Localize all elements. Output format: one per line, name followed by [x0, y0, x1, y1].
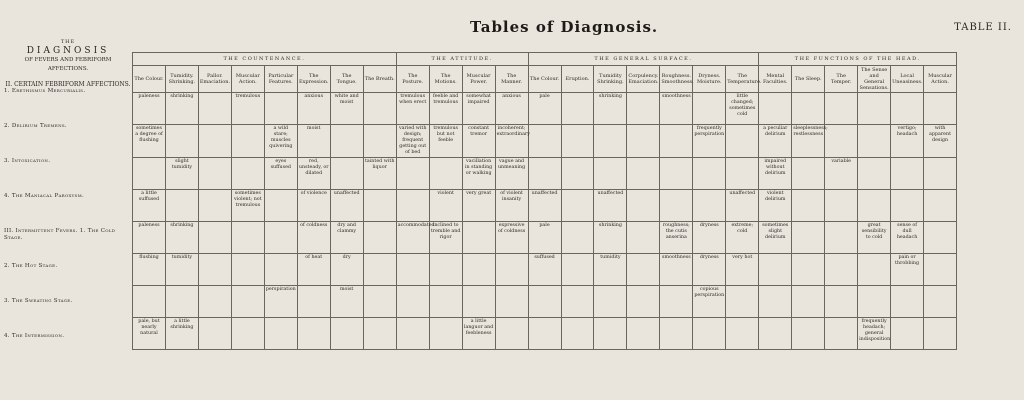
table-cell — [825, 125, 858, 158]
table-cell — [792, 190, 825, 222]
table-cell — [561, 254, 594, 286]
table-cell: slight tumidity — [165, 158, 198, 190]
table-cell: pale — [528, 93, 561, 125]
row-label: III. Intermittent Fevers. 1. The Cold Stage. — [4, 228, 116, 241]
table-cell: of violence — [297, 190, 330, 222]
table-cell — [297, 318, 330, 350]
table-cell — [627, 93, 660, 125]
table-cell — [792, 286, 825, 318]
table-cell — [561, 286, 594, 318]
table-cell: moist — [330, 286, 363, 318]
table-cell — [858, 190, 891, 222]
table-cell — [133, 286, 166, 318]
table-cell: inclined to tremble and rigor — [429, 222, 462, 254]
column-header: Roughness. Smoothness. — [660, 66, 693, 93]
table-cell — [231, 158, 264, 190]
table-cell: sometimes violent; not tremulous — [231, 190, 264, 222]
table-cell — [594, 318, 627, 350]
table-cell: tremulous but not feeble — [429, 125, 462, 158]
table-cell — [693, 190, 726, 222]
table-cell: of heat — [297, 254, 330, 286]
column-header: Muscular Action. — [231, 66, 264, 93]
table-cell — [231, 286, 264, 318]
caption-subtitle: OF FEVERS AND FEBRIFORM AFFECTIONS. — [24, 57, 112, 72]
table-cell: incoherent; extraordinary — [495, 125, 528, 158]
table-cell — [561, 125, 594, 158]
table-cell — [297, 286, 330, 318]
column-header: The Motions. — [429, 66, 462, 93]
table-cell: a little suffused — [133, 190, 166, 222]
table-cell: very hot — [726, 254, 759, 286]
table-cell — [495, 318, 528, 350]
table-number: TABLE II. — [954, 22, 1012, 33]
table-cell — [825, 318, 858, 350]
table-cell: violent delirium — [759, 190, 792, 222]
row-label: 1. Erethismus Mercurialis. — [4, 88, 86, 94]
column-header: The Colour. — [133, 66, 166, 93]
group-header: THE GENERAL SURFACE. — [528, 53, 759, 66]
table-cell: pale, but nearly natural — [133, 318, 166, 350]
table-cell — [924, 222, 957, 254]
table-cell — [792, 222, 825, 254]
table-cell — [462, 222, 495, 254]
table-cell: tumidity — [594, 254, 627, 286]
group-header: THE FUNCTIONS OF THE HEAD. — [759, 53, 957, 66]
group-header-row — [133, 53, 957, 66]
table-cell — [825, 254, 858, 286]
row-label: 3. Intoxication. — [4, 158, 51, 164]
column-header: The Manner. — [495, 66, 528, 93]
table-row — [133, 286, 957, 318]
table-cell — [363, 318, 396, 350]
table-cell: shrinking — [594, 222, 627, 254]
table-cell — [231, 318, 264, 350]
table-cell: unaffected — [726, 190, 759, 222]
table-cell: accommodated — [396, 222, 429, 254]
table-cell: dry — [330, 254, 363, 286]
table-cell: varied with design; frequent getting out of bed — [396, 125, 429, 158]
column-header: Corpulency. Emaciation. — [627, 66, 660, 93]
table-cell — [198, 190, 231, 222]
table-cell — [924, 93, 957, 125]
table-cell — [627, 222, 660, 254]
table-cell — [627, 190, 660, 222]
table-cell — [660, 318, 693, 350]
table-row — [133, 93, 957, 125]
caption-diagnosis: DIAGNOSIS — [26, 46, 110, 56]
table-cell: copious perspiration — [693, 286, 726, 318]
table-cell: pale — [528, 222, 561, 254]
table-cell: red, unsteady, or dilated — [297, 158, 330, 190]
table-cell — [924, 318, 957, 350]
table-cell — [264, 254, 297, 286]
table-cell — [363, 286, 396, 318]
table-cell — [792, 93, 825, 125]
table-cell — [396, 318, 429, 350]
table-row — [133, 222, 957, 254]
table-cell — [858, 158, 891, 190]
table-cell — [858, 254, 891, 286]
table-cell: unaffected — [528, 190, 561, 222]
table-cell — [396, 190, 429, 222]
caption-the: THE — [60, 39, 76, 45]
table-cell — [231, 222, 264, 254]
table-cell — [660, 286, 693, 318]
column-header: The Colour. — [528, 66, 561, 93]
table-cell — [726, 318, 759, 350]
table-cell — [363, 222, 396, 254]
table-cell — [198, 158, 231, 190]
column-header: The Temper. — [825, 66, 858, 93]
table-cell: moist — [297, 125, 330, 158]
table-cell: very great — [462, 190, 495, 222]
table-cell: perspiration — [264, 286, 297, 318]
table-cell — [726, 158, 759, 190]
table-cell — [891, 158, 924, 190]
table-cell: eyes suffused — [264, 158, 297, 190]
table-cell — [363, 254, 396, 286]
table-cell — [264, 190, 297, 222]
table-cell: shrinking — [165, 93, 198, 125]
table-cell — [693, 158, 726, 190]
table-cell — [429, 254, 462, 286]
table-cell — [396, 158, 429, 190]
table-cell — [858, 286, 891, 318]
table-cell — [924, 158, 957, 190]
table-cell: vertigo; headach — [891, 125, 924, 158]
column-header: The Sleep. — [792, 66, 825, 93]
table-cell — [528, 286, 561, 318]
table-cell: paleness — [133, 222, 166, 254]
table-cell: shrinking — [165, 222, 198, 254]
table-cell — [396, 286, 429, 318]
table-cell: smoothness — [660, 254, 693, 286]
table-cell — [759, 93, 792, 125]
table-cell: vague and unmeaning — [495, 158, 528, 190]
table-cell: of violent insanity — [495, 190, 528, 222]
table-cell: sense of dull headach — [891, 222, 924, 254]
left-caption — [4, 38, 132, 89]
table-cell — [594, 158, 627, 190]
table-cell — [891, 93, 924, 125]
column-header: The Posture. — [396, 66, 429, 93]
column-header: The Sense and General Sensations. — [859, 67, 889, 91]
table-cell — [198, 286, 231, 318]
table-cell: extreme; cold — [726, 222, 759, 254]
column-header-row — [133, 66, 957, 93]
table-cell — [198, 93, 231, 125]
table-cell — [330, 125, 363, 158]
table-cell: paleness — [133, 93, 166, 125]
table-cell: expressive of coldness — [495, 222, 528, 254]
column-header: Particular Features. — [264, 66, 297, 93]
table-cell — [726, 286, 759, 318]
table-cell — [429, 158, 462, 190]
column-header: Pallor. Emaciation. — [198, 66, 231, 93]
table-cell — [792, 318, 825, 350]
table-cell — [594, 286, 627, 318]
table-cell — [726, 125, 759, 158]
table-cell: flushing — [133, 254, 166, 286]
table-cell: a wild stare; muscles quivering — [264, 125, 297, 158]
table-cell: tremulous — [231, 93, 264, 125]
row-label: 3. The Sweating Stage. — [4, 298, 73, 304]
table-cell — [693, 318, 726, 350]
table-cell: variable — [825, 158, 858, 190]
table-cell: impaired without delirium — [759, 158, 792, 190]
table-cell — [594, 125, 627, 158]
table-cell — [330, 158, 363, 190]
column-header: Muscular Action. — [924, 66, 957, 93]
table-cell — [396, 254, 429, 286]
table-cell — [561, 93, 594, 125]
table-cell — [792, 254, 825, 286]
table-cell: with apparent design — [924, 125, 957, 158]
table-cell — [660, 125, 693, 158]
table-cell — [198, 254, 231, 286]
table-cell — [528, 158, 561, 190]
row-label: 4. The Intermission. — [4, 333, 65, 339]
table-cell — [792, 158, 825, 190]
table-cell — [429, 318, 462, 350]
table-cell: little changed; sometimes cold — [726, 93, 759, 125]
column-header: Local Uneasiness. — [891, 66, 924, 93]
table-cell — [858, 125, 891, 158]
caption-section: II. CERTAIN FEBRIFORM AFFECTIONS. — [5, 81, 131, 88]
table-cell: smoothness — [660, 93, 693, 125]
diagnosis-table — [132, 52, 957, 350]
table-cell: roughness; the cutis anserina — [660, 222, 693, 254]
table-row — [133, 125, 957, 158]
table-row — [133, 254, 957, 286]
table-cell — [891, 286, 924, 318]
table-cell — [825, 286, 858, 318]
table-cell — [429, 286, 462, 318]
table-cell: violent — [429, 190, 462, 222]
table-cell — [198, 222, 231, 254]
table-cell — [231, 254, 264, 286]
table-cell: feeble and tremulous — [429, 93, 462, 125]
table-cell — [198, 318, 231, 350]
table-row — [133, 158, 957, 190]
column-header: Tumidity. Shrinking. — [165, 66, 198, 93]
table-cell — [133, 158, 166, 190]
column-header: Eruption. — [561, 66, 594, 93]
table-cell: unaffected — [594, 190, 627, 222]
table-cell: constant tremor — [462, 125, 495, 158]
table-cell — [627, 254, 660, 286]
row-label: 2. The Hot Stage. — [4, 263, 58, 269]
table-cell — [264, 93, 297, 125]
table-cell — [198, 125, 231, 158]
column-header: The Temperature. — [726, 66, 759, 93]
column-header: The Tongue. — [330, 66, 363, 93]
table-cell: tremulous when erect — [396, 93, 429, 125]
table-cell: anxious — [297, 93, 330, 125]
table-cell — [627, 286, 660, 318]
table-row — [133, 318, 957, 350]
table-cell — [165, 125, 198, 158]
table-cell: sleeplessness; restlessness — [792, 125, 825, 158]
table-cell — [330, 318, 363, 350]
column-header: Muscular Power. — [462, 66, 495, 93]
table-cell: vacillation in standing or walking — [462, 158, 495, 190]
table-cell — [561, 222, 594, 254]
table-cell: tainted with liquor — [363, 158, 396, 190]
table-cell: white and moist — [330, 93, 363, 125]
table-cell — [924, 190, 957, 222]
table-cell — [528, 125, 561, 158]
table-cell — [165, 286, 198, 318]
table-cell: a peculiar delirium — [759, 125, 792, 158]
column-header: Tumidity Shrinking. — [594, 66, 627, 93]
table-cell — [627, 158, 660, 190]
table-cell — [495, 254, 528, 286]
table-cell: tumidity — [165, 254, 198, 286]
table-cell: suffused — [528, 254, 561, 286]
table-cell — [561, 158, 594, 190]
table-row — [133, 190, 957, 222]
table-cell: great sensibility to cold — [858, 222, 891, 254]
table-cell — [924, 286, 957, 318]
table-cell — [825, 93, 858, 125]
table-cell — [363, 93, 396, 125]
table-cell — [627, 318, 660, 350]
table-cell: a little languor and feebleness — [462, 318, 495, 350]
row-label: 4. The Maniacal Paroxysm. — [4, 193, 85, 199]
table-cell — [759, 318, 792, 350]
table-cell — [693, 93, 726, 125]
table-cell: sometimes slight delirium — [759, 222, 792, 254]
table-cell: dryness — [693, 222, 726, 254]
table-cell: anxious — [495, 93, 528, 125]
table-cell — [264, 318, 297, 350]
table-cell — [891, 318, 924, 350]
table-cell — [528, 318, 561, 350]
table-cell — [825, 222, 858, 254]
table-cell — [759, 254, 792, 286]
table-cell: frequently perspiration — [693, 125, 726, 158]
table-cell: sometimes a degree of flushing — [133, 125, 166, 158]
group-header: THE ATTITUDE. — [396, 53, 528, 66]
table-cell: somewhat impaired — [462, 93, 495, 125]
table-cell — [561, 190, 594, 222]
table-cell: pain or throbbing — [891, 254, 924, 286]
table-cell — [231, 125, 264, 158]
page-banner: Tables of Diagnosis. — [470, 18, 659, 36]
table-cell: unaffected — [330, 190, 363, 222]
table-cell — [165, 190, 198, 222]
table-cell — [462, 286, 495, 318]
table-cell — [363, 190, 396, 222]
table-cell — [825, 190, 858, 222]
table-cell — [891, 190, 924, 222]
group-header: THE COUNTENANCE. — [133, 53, 397, 66]
table-cell: dry and clammy — [330, 222, 363, 254]
column-header: The Breath. — [363, 66, 396, 93]
column-header: Mental Faculties. — [759, 66, 792, 93]
table-cell — [660, 158, 693, 190]
table-cell: a little shrinking — [165, 318, 198, 350]
table-cell — [561, 318, 594, 350]
column-header: Dryness. Moisture. — [693, 66, 726, 93]
table-cell: of coldness — [297, 222, 330, 254]
column-header: The Expression. — [297, 66, 330, 93]
table-cell — [660, 190, 693, 222]
table-cell — [627, 125, 660, 158]
row-label: 2. Delirium Tremens. — [4, 123, 67, 129]
table-cell — [759, 286, 792, 318]
table-cell: frequently headach; general indisposition — [858, 318, 891, 350]
table-cell: dryness — [693, 254, 726, 286]
table-cell — [924, 254, 957, 286]
table-cell — [858, 93, 891, 125]
table-cell — [462, 254, 495, 286]
table-cell — [495, 286, 528, 318]
table-cell — [363, 125, 396, 158]
table-cell: shrinking — [594, 93, 627, 125]
table-cell — [264, 222, 297, 254]
